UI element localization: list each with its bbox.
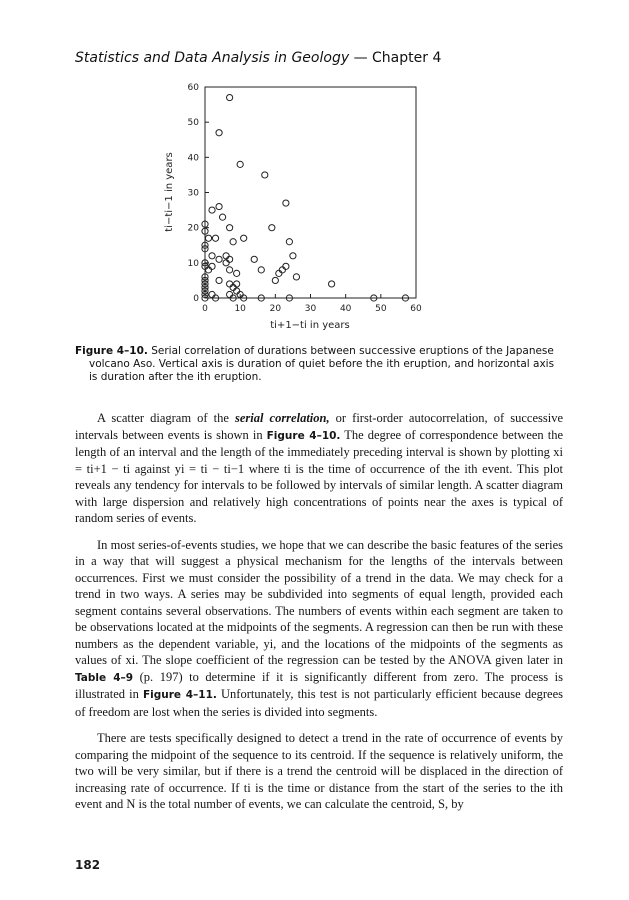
y-tick-label: 60 <box>187 83 199 93</box>
data-point <box>269 225 275 231</box>
x-tick-label: 40 <box>339 304 352 314</box>
data-point <box>283 200 289 206</box>
chapter-label: — Chapter 4 <box>353 50 442 66</box>
data-point <box>212 235 218 241</box>
y-tick-label: 0 <box>193 294 199 304</box>
data-point <box>216 130 222 136</box>
p1-text-a: A scatter diagram of the <box>97 411 235 425</box>
data-point <box>234 270 240 276</box>
running-header <box>75 50 441 66</box>
data-point <box>262 172 268 178</box>
data-point <box>276 270 282 276</box>
data-point <box>227 281 233 287</box>
data-point <box>283 263 289 269</box>
data-point <box>209 253 215 259</box>
data-point <box>216 203 222 209</box>
data-point <box>272 277 278 283</box>
data-point <box>223 260 229 266</box>
figure-reference: Figure 4–10. <box>266 429 341 442</box>
data-point <box>251 256 257 262</box>
data-point <box>230 284 236 290</box>
x-tick-label: 50 <box>375 304 387 314</box>
caption-label: Figure 4–10. <box>75 345 148 357</box>
x-tick-label: 10 <box>234 304 246 314</box>
paragraph-3: There are tests specifically designed to detect a trend in the rate of occurrence of events by comparing the midpoint of the sequence to its centroid. If the sequence is relatively uniform, the two will be very similar, but if there is a trend the centroid will be displaced in the direction of increasing rate of occurrence. If ti is the time or distance from the start of the series to the ith event and N is the total number of events, we can calculate the centroid, S, by <box>75 731 563 811</box>
data-point <box>286 239 292 245</box>
data-point <box>237 161 243 167</box>
x-tick-label: 30 <box>304 304 317 314</box>
serial-correlation-term: serial correlation, <box>234 411 330 425</box>
data-point <box>223 253 229 259</box>
data-point <box>227 225 233 231</box>
data-point <box>290 253 296 259</box>
y-tick-label: 40 <box>187 153 199 164</box>
book-title: Statistics and Data Analysis in Geology <box>75 50 350 66</box>
page-number: 182 <box>75 858 101 872</box>
data-point <box>219 214 225 220</box>
x-tick-label: 60 <box>410 304 422 314</box>
y-tick-label: 30 <box>187 188 199 199</box>
x-tick-label: 0 <box>202 304 208 314</box>
p2-text-b: (p. 197) to determine if it is significantly different from zero. The process is illustrated in <box>75 669 564 701</box>
data-point <box>234 281 240 287</box>
figure-reference-2: Figure 4–11. <box>142 689 217 701</box>
paragraph-1 <box>75 410 563 527</box>
y-tick-label: 20 <box>187 223 199 234</box>
scatter-chart <box>150 80 450 335</box>
table-reference: Table 4–9 <box>75 671 134 684</box>
p2-text-c: Unfortunately, this test is not particularly efficient because degrees of freedom are lost when the series is divided into segments. <box>75 687 563 719</box>
data-point <box>205 267 211 273</box>
data-point <box>227 256 233 262</box>
data-point <box>227 291 233 297</box>
y-axis-label: ti−ti−1 in years <box>164 152 175 232</box>
data-point <box>209 207 215 213</box>
data-point <box>293 274 299 280</box>
data-point <box>234 288 240 294</box>
x-axis-label: ti+1−ti in years <box>270 320 350 331</box>
data-point <box>227 94 233 100</box>
caption-continuation: volcano Aso. Vertical axis is duration of quiet before the ith eruption, and horizontal axis is duration after the ith eruption. <box>89 358 555 383</box>
data-point <box>209 291 215 297</box>
p2-text-a: In most series-of-events studies, we hope that we can describe the basic features of the series in a way that will suggest a physical mechanism for the lengths of the intervals between occurrences. First we must consider the possibility of a trend in the data. We may check for a trend in two ways. A series may be subdivided into segments of equal length, provided each segment contains several observations. The numbers of events within each segment are taken to be observations located at the midpoints of the segments. A regression can then be run with these numbers as the dependent variable, yi, and the locations of the midpoints of the segments as values of xi. The slope coefficient of the regression can be tested by the ANOVA given later in <box>75 537 563 667</box>
y-tick-label: 10 <box>187 258 199 269</box>
paragraph-2 <box>75 537 563 721</box>
data-point <box>279 267 285 273</box>
x-tick-label: 20 <box>269 304 282 314</box>
data-point <box>216 277 222 283</box>
data-point <box>258 267 264 273</box>
p1-text-b: or first-order autocorrelation, of successive intervals between events is shown in <box>75 411 564 442</box>
p1-text-c: The degree of correspondence between the length of an interval and the length of the immediately preceding interval is shown by plotting xi = ti+1 − ti against yi = ti − ti−1 where ti is the time of occurrence of the ith event. This plot reveals any tendency for intervals to be followed by intervals of similar length. A scatter diagram with large dispersion and relatively high concentrations of points near the axes is typical of random series of events. <box>75 427 564 525</box>
data-point <box>205 235 211 241</box>
data-point <box>216 256 222 262</box>
y-tick-label: 50 <box>187 118 199 129</box>
data-point <box>230 239 236 245</box>
figure-caption <box>75 345 560 384</box>
data-point <box>209 263 215 269</box>
plot-frame <box>205 87 416 298</box>
data-point <box>241 235 247 241</box>
caption-text: Serial correlation of durations between successive eruptions of the Japanese <box>151 345 554 357</box>
body-text <box>75 410 563 823</box>
data-point <box>329 281 335 287</box>
data-point <box>227 267 233 273</box>
